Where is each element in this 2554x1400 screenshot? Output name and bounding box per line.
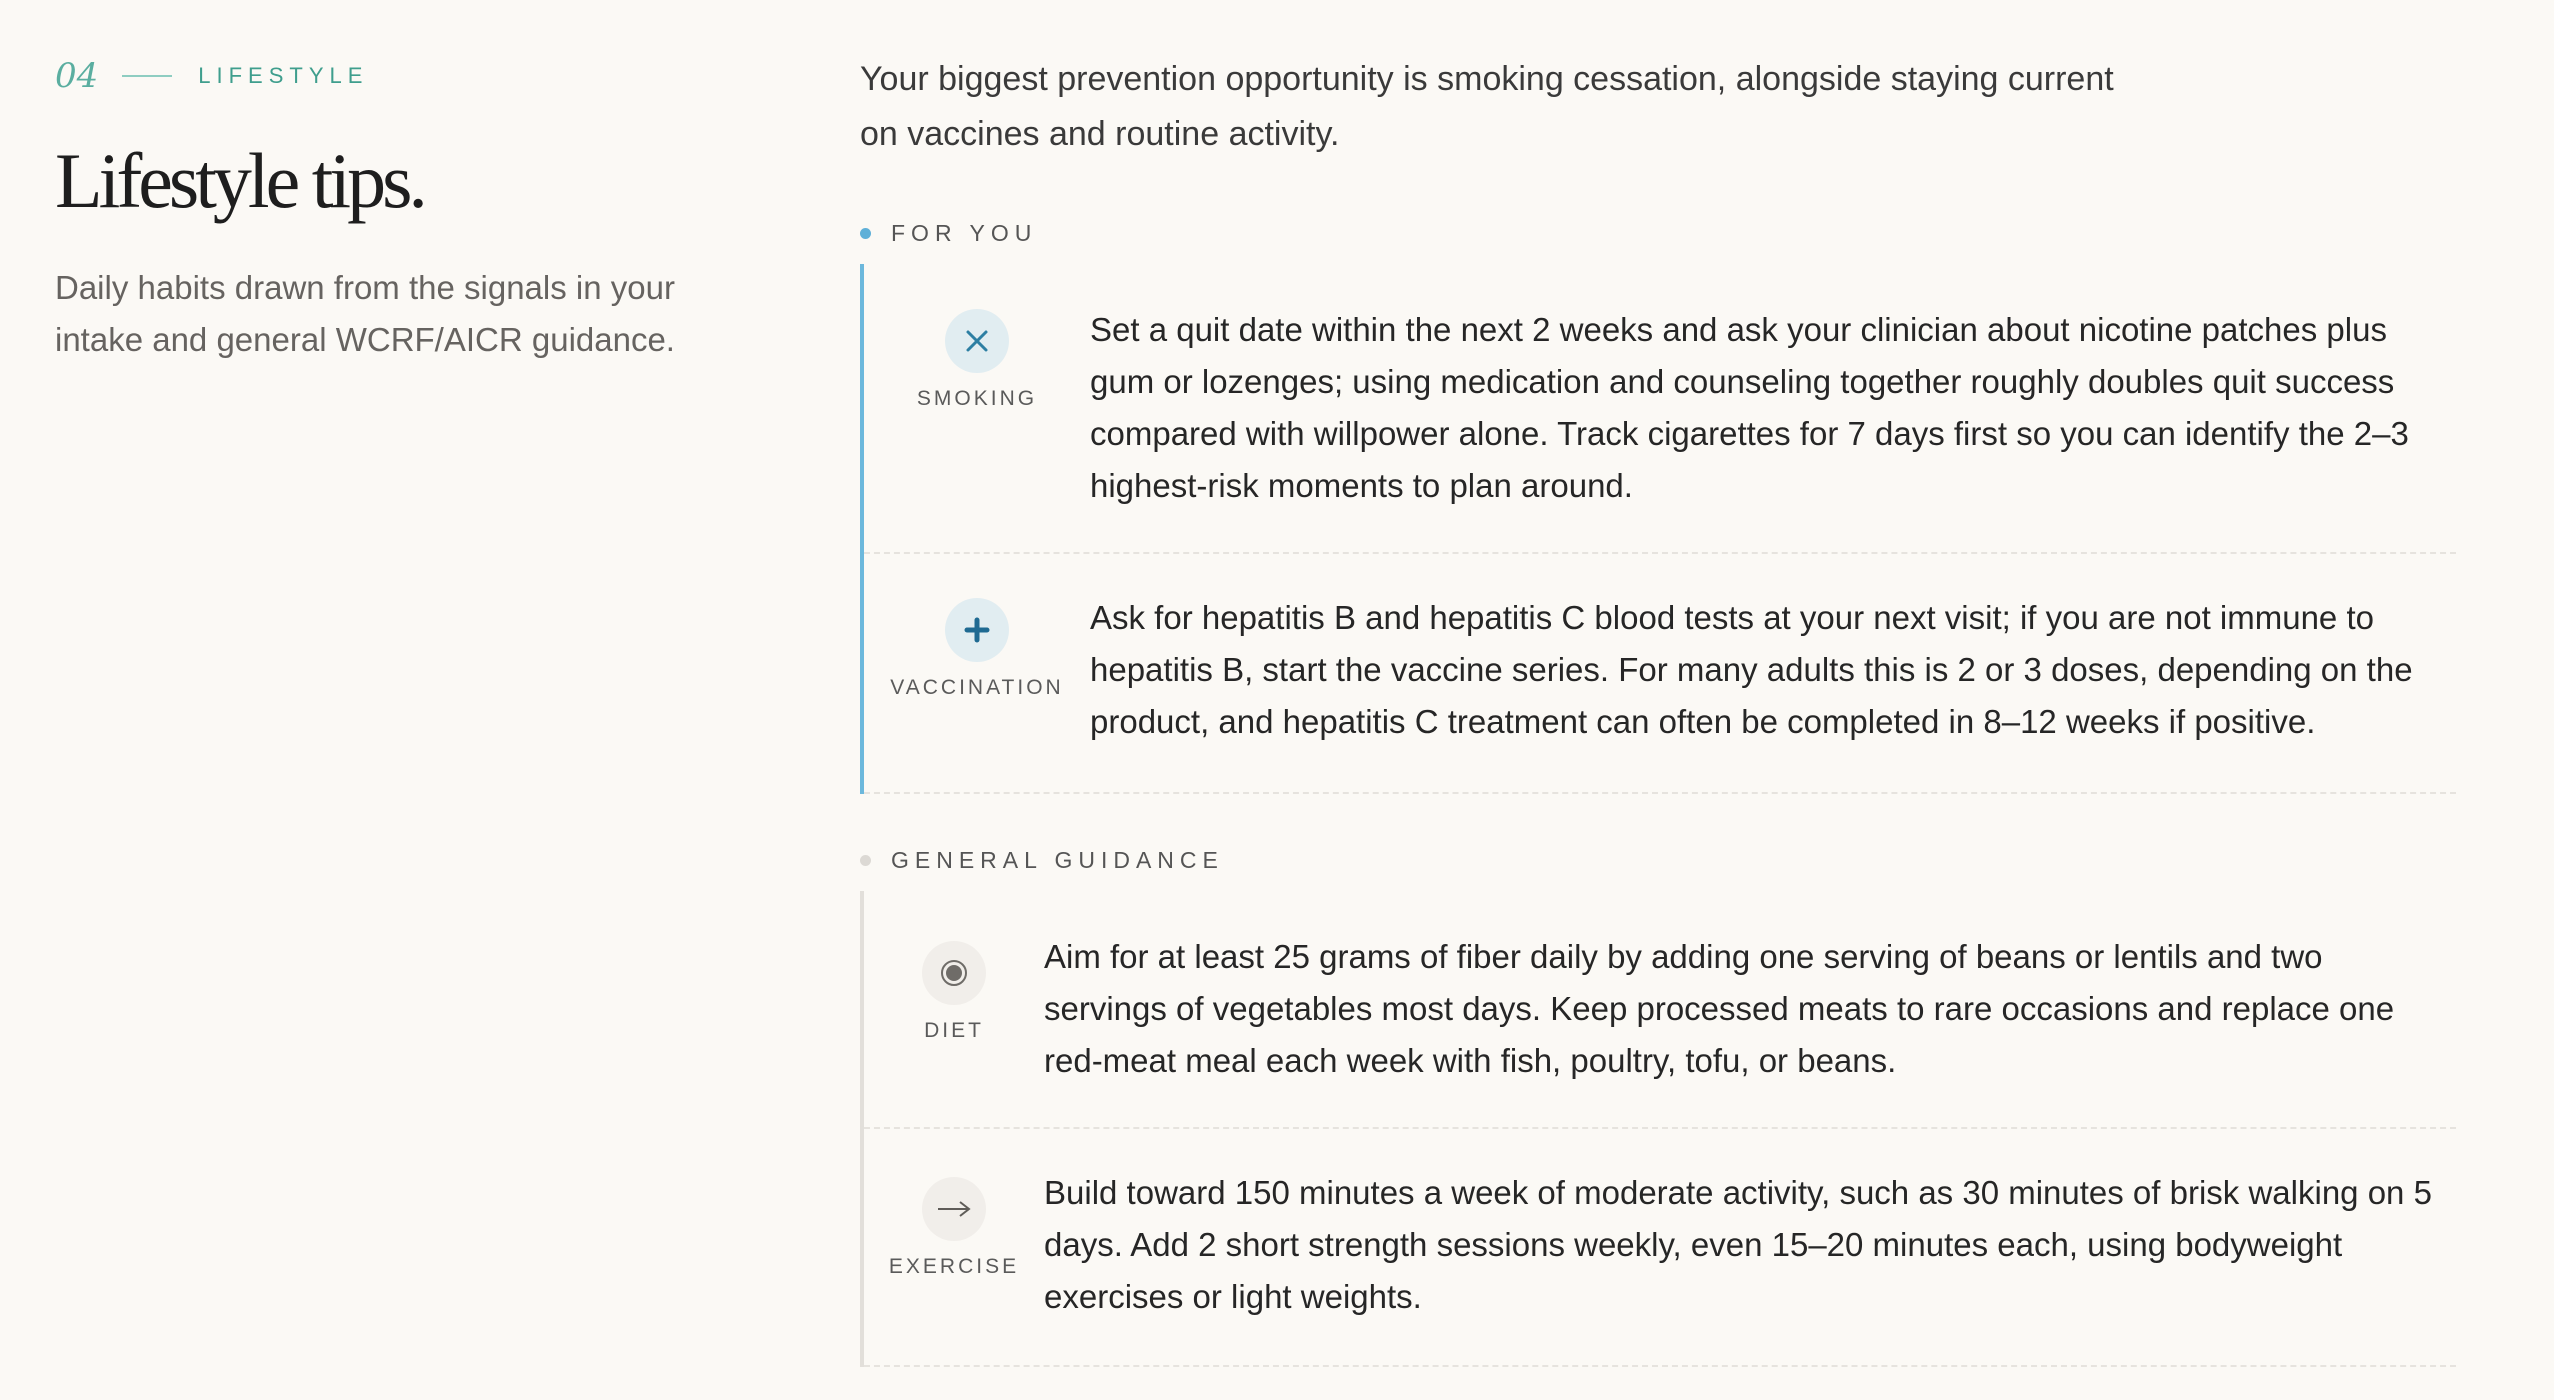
tip-badge — [864, 554, 1090, 792]
tip-category: EXERCISE — [888, 1255, 1020, 1278]
tip-text: Build toward 150 minutes a week of moderate activity, such as 30 minutes of brisk walking on 5 days. Add 2 short strength sessions weekly, even 15–20 minutes each, using bodyweight exercises or light weights. — [1044, 1174, 2432, 1315]
eyebrow-divider — [122, 75, 172, 77]
tip-category: VACCINATION — [890, 676, 1064, 699]
general-label: GENERAL GUIDANCE — [891, 846, 1224, 873]
tip-exercise — [864, 1129, 2456, 1367]
intro-text: Your biggest prevention opportunity is smoking cessation, alongside staying current on vaccines and routine activity. — [860, 60, 2114, 153]
tip-badge — [864, 891, 1044, 1127]
general-heading — [860, 845, 2456, 875]
tip-badge — [864, 264, 1090, 552]
tip-text: Ask for hepatitis B and hepatitis C blood tests at your next visit; if you are not immune to hepatitis B, start the vaccine series. For many adults this is 2 or 3 doses, depending on the product, and hepatitis C treatment can often be completed in 8–12 weeks if positive. — [1090, 599, 2413, 740]
for-you-label: FOR YOU — [891, 219, 1038, 246]
for-you-heading — [860, 218, 2456, 248]
arrow-right-icon — [922, 1177, 986, 1241]
for-you-dot — [860, 228, 871, 239]
tip-text: Set a quit date within the next 2 weeks and ask your clinician about nicotine patches plus gum or lozenges; using medication and counseling together roughly doubles quit success compared with willpower alone. Track cigarettes for 7 days first so you can identify the 2–3 highest-risk moments to plan around. — [1090, 311, 2409, 504]
tip-smoking — [864, 264, 2456, 554]
section-sidebar — [55, 58, 755, 366]
plus-icon — [945, 598, 1009, 662]
section-eyebrow — [55, 58, 755, 94]
section-tag: LIFESTYLE — [198, 63, 369, 88]
for-you-group — [860, 264, 2456, 794]
tip-category: SMOKING — [916, 387, 1038, 410]
general-group — [860, 891, 2456, 1367]
close-icon — [945, 309, 1009, 373]
tip-diet — [864, 891, 2456, 1129]
page-subtitle: Daily habits drawn from the signals in your intake and general WCRF/AICR guidance. — [55, 269, 675, 358]
tip-category: DIET — [924, 1019, 984, 1042]
page-title: Lifestyle tips. — [55, 137, 424, 224]
tip-text: Aim for at least 25 grams of fiber daily by adding one serving of beans or lentils and two servings of vegetables most days. Keep processed meats to rare occasions and replace one red-meat meal each week with fish, poultry, tofu, or beans. — [1044, 938, 2395, 1079]
tips-content — [860, 52, 2456, 1367]
general-dot — [860, 855, 871, 866]
section-number: 04 — [55, 56, 99, 96]
target-icon — [922, 941, 986, 1005]
tip-badge — [864, 1129, 1044, 1365]
tip-vaccination — [864, 554, 2456, 794]
